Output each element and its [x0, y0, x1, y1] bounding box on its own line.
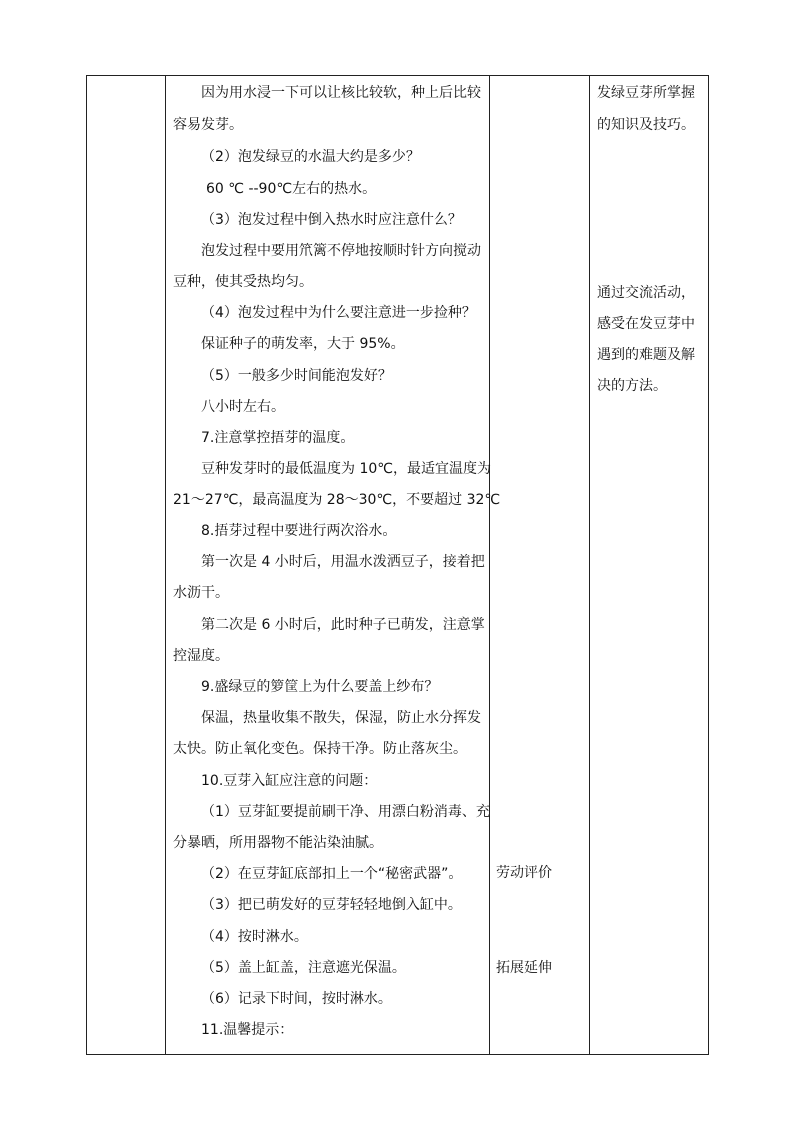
content-line: （5）盖上缸盖，注意遮光保温。 [201, 960, 406, 976]
content-line: 10.豆芽入缸应注意的问题： [201, 773, 378, 789]
content-line: 60 ℃ --90℃左右的热水。 [206, 181, 377, 197]
content-line: 11.温馨提示： [201, 1022, 294, 1038]
content-line: （5）一般多少时间能泡发好？ [201, 368, 392, 384]
content-line: 7.注意掌控捂芽的温度。 [201, 430, 355, 446]
design-intent-cell [590, 76, 709, 1055]
evaluation-label: 劳动评价 [496, 865, 552, 881]
lesson-plan-table [86, 75, 709, 1055]
content-line: （1）豆芽缸要提前刷干净、用漂白粉消毒、充 [201, 804, 490, 820]
content-line: 保证种子的萌发率，大于 95%。 [201, 336, 405, 352]
intent-line: 感受在发豆芽中 [597, 316, 695, 332]
content-line: 容易发芽。 [173, 117, 243, 133]
content-line: 豆种，使其受热均匀。 [173, 274, 313, 290]
content-line: （4）按时淋水。 [201, 929, 308, 945]
content-line: 保温，热量收集不散失，保湿，防止水分挥发 [201, 710, 481, 726]
intent-line: 遇到的难题及解 [597, 347, 695, 363]
content-line: 八小时左右。 [201, 399, 285, 415]
content-line: 水沥干。 [173, 585, 229, 601]
content-line: 控湿度。 [173, 648, 229, 664]
content-line: （3）泡发过程中倒入热水时应注意什么？ [201, 212, 462, 228]
content-line: （2）在豆芽缸底部扣上一个“秘密武器”。 [201, 866, 463, 882]
content-line: （3）把已萌发好的豆芽轻轻地倒入缸中。 [201, 897, 462, 913]
content-line: 21～27℃，最高温度为 28～30℃，不要超过 32℃ [173, 492, 501, 508]
content-line: 泡发过程中要用笊篱不停地按顺时针方向搅动 [201, 243, 481, 259]
content-line: 分暴晒，所用器物不能沾染油腻。 [173, 835, 383, 851]
intent-line: 的知识及技巧。 [597, 117, 695, 133]
extension-label: 拓展延伸 [496, 960, 552, 976]
table-row [87, 76, 709, 1055]
content-line: 太快。防止氧化变色。保持干净。防止落灰尘。 [173, 741, 467, 757]
content-line: （6）记录下时间，按时淋水。 [201, 991, 392, 1007]
content-line: 第二次是 6 小时后，此时种子已萌发，注意掌 [201, 617, 485, 633]
blank-column-cell [87, 76, 166, 1055]
content-line: 豆种发芽时的最低温度为 10℃，最适宜温度为 [201, 461, 491, 477]
intent-line: 发绿豆芽所掌握 [597, 85, 695, 101]
content-line: 9.盛绿豆的箩筐上为什么要盖上纱布？ [201, 679, 439, 695]
content-line: 因为用水浸一下可以让核比较软，种上后比较 [201, 85, 481, 101]
intent-line: 决的方法。 [597, 378, 667, 394]
content-line: 第一次是 4 小时后，用温水泼洒豆子，接着把 [201, 554, 485, 570]
process-content-cell [166, 76, 501, 1055]
content-line: 8.捂芽过程中要进行两次浴水。 [201, 523, 397, 539]
content-line: （4）泡发过程中为什么要注意进一步捡种？ [201, 305, 476, 321]
activity-cell [490, 76, 590, 1055]
intent-line: 通过交流活动， [597, 285, 695, 301]
content-line: （2）泡发绿豆的水温大约是多少？ [201, 149, 420, 165]
